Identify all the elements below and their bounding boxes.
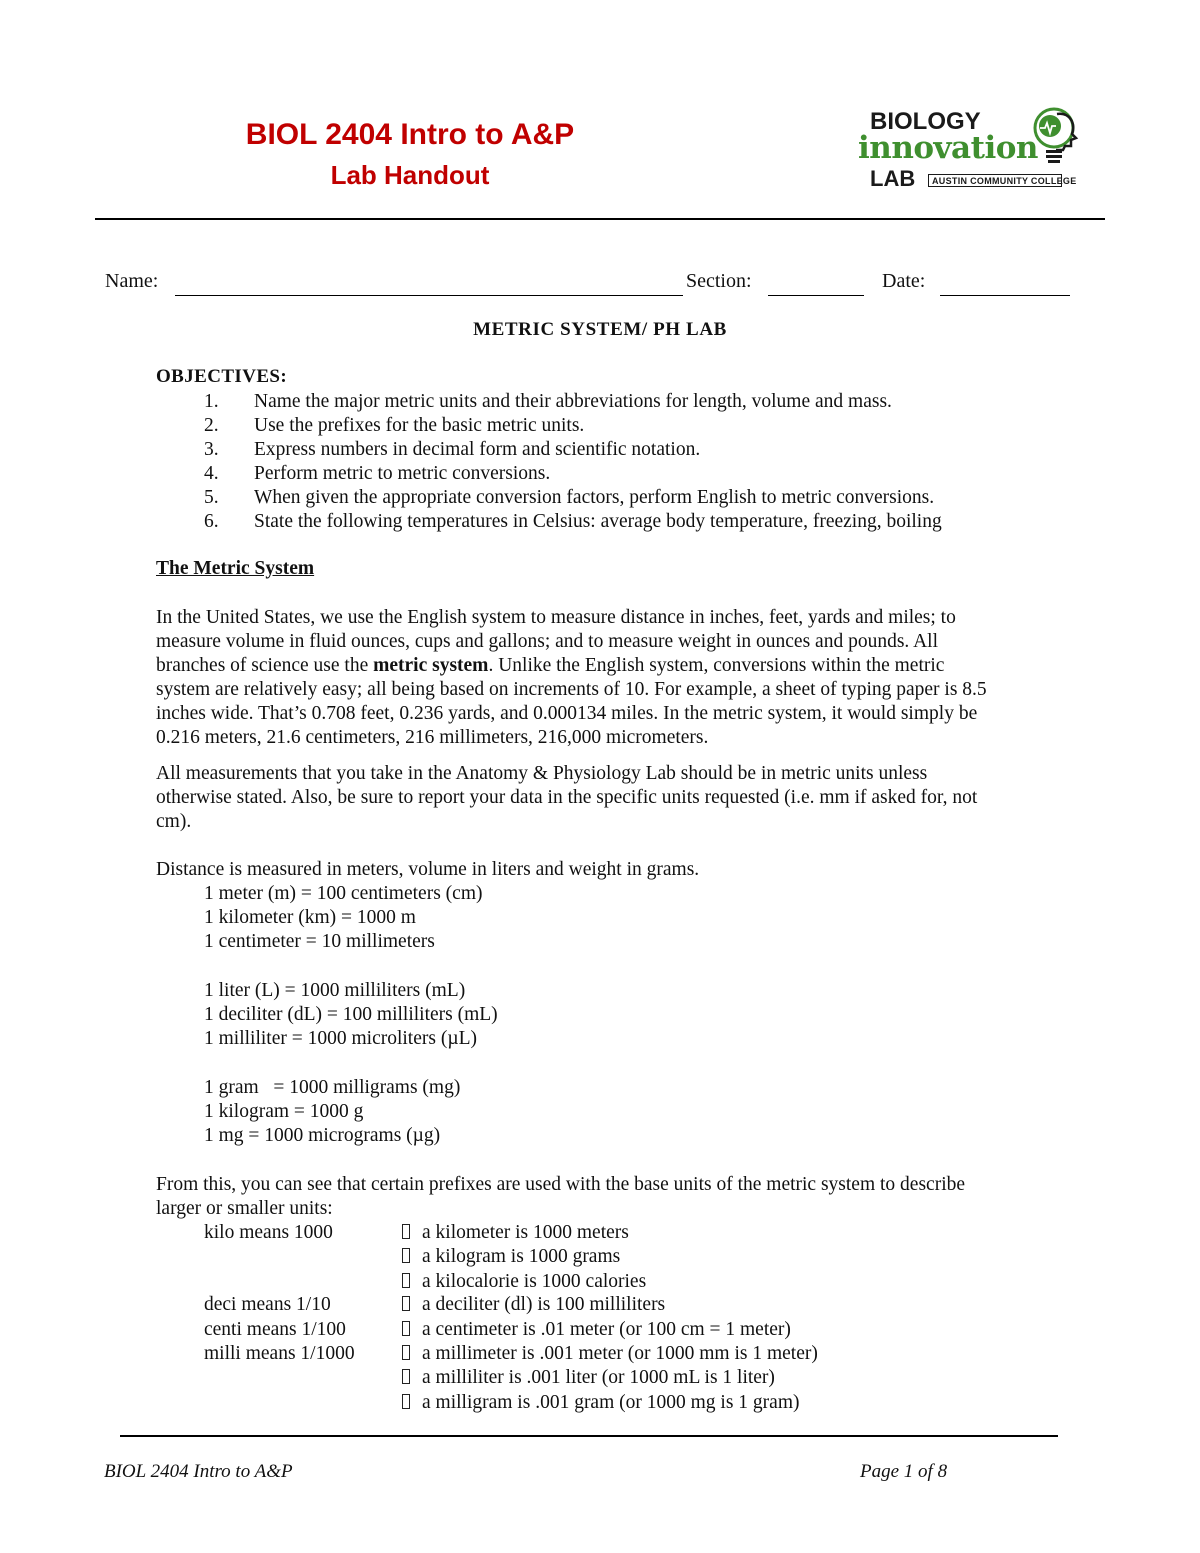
section-heading: The Metric System	[156, 558, 315, 579]
arrow-icon	[402, 1394, 410, 1409]
arrow-icon	[402, 1321, 410, 1336]
footer-course: BIOL 2404 Intro to A&P	[104, 1461, 293, 1482]
date-label: Date:	[882, 270, 926, 292]
list-number: 2.	[204, 415, 219, 436]
list-number: 1.	[204, 391, 219, 412]
list-text: Perform metric to metric conversions.	[254, 463, 551, 484]
prefix-example: a millimeter is .001 meter (or 1000 mm is 1 meter)	[402, 1342, 818, 1366]
paragraph-line: system are relatively easy; all being based on increments of 10. For example, a sheet of typing paper is 8.5	[156, 679, 987, 700]
paragraph-line: measure volume in fluid ounces, cups and gallons; and to measure weight in ounces and pounds. All	[156, 631, 939, 652]
list-number: 4.	[204, 463, 219, 484]
arrow-icon	[402, 1296, 410, 1311]
prefix-label: kilo means 1000	[204, 1222, 333, 1243]
prefix-intro	[156, 1173, 1096, 1221]
paragraph-line: From this, you can see that certain prefixes are used with the base units of the metric system to describe	[156, 1174, 966, 1195]
prefix-example: a milligram is .001 gram (or 1000 mg is 1 gram)	[402, 1391, 799, 1415]
section-label: Section:	[686, 270, 752, 292]
intro-paragraph	[156, 606, 1096, 750]
logo-text-innovation: innovation	[858, 130, 1038, 166]
lab-title: METRIC SYSTEM/ PH LAB	[473, 319, 727, 340]
prefix-label: deci means 1/10	[204, 1294, 331, 1315]
handout-subtitle: Lab Handout	[330, 160, 490, 190]
volume-unit: 1 liter (L) = 1000 milliliters (mL)	[204, 980, 466, 1001]
list-text: State the following temperatures in Celsius: average body temperature, freezing, boiling	[254, 511, 942, 532]
prefix-example: a centimeter is .01 meter (or 100 cm = 1 meter)	[402, 1318, 791, 1342]
page-number: Page 1 of 8	[860, 1461, 948, 1482]
measurement-paragraph	[156, 762, 1096, 834]
mass-unit: 1 gram = 1000 milligrams (mg)	[204, 1077, 461, 1098]
paragraph-line: 0.216 meters, 21.6 centimeters, 216 millimeters, 216,000 micrometers.	[156, 727, 709, 748]
name-field[interactable]	[175, 273, 683, 296]
length-unit: 1 meter (m) = 100 centimeters (cm)	[204, 883, 483, 904]
objectives-heading: OBJECTIVES:	[156, 366, 288, 387]
list-number: 6.	[204, 511, 219, 532]
prefix-example: a kilocalorie is 1000 calories	[402, 1270, 646, 1294]
section-field[interactable]	[768, 273, 864, 296]
list-text: Name the major metric units and their abbreviations for length, volume and mass.	[254, 391, 892, 412]
arrow-icon	[402, 1369, 410, 1384]
mass-unit: 1 mg = 1000 micrograms (µg)	[204, 1125, 441, 1146]
volume-unit: 1 milliliter = 1000 microliters (µL)	[204, 1028, 477, 1049]
paragraph-line: All measurements that you take in the Anatomy & Physiology Lab should be in metric units unless	[156, 763, 928, 784]
logo-text-biology: BIOLOGY	[870, 108, 981, 135]
lightbulb-head-icon	[1030, 106, 1082, 168]
paragraph-line: cm).	[156, 811, 192, 832]
paragraph-line: larger or smaller units:	[156, 1198, 333, 1219]
prefix-label: centi means 1/100	[204, 1319, 346, 1340]
prefix-example: a milliliter is .001 liter (or 1000 mL is 1 liter)	[402, 1366, 775, 1390]
list-text: Express numbers in decimal form and scientific notation.	[254, 439, 701, 460]
volume-unit: 1 deciliter (dL) = 100 milliliters (mL)	[204, 1004, 498, 1025]
arrow-icon	[402, 1345, 410, 1360]
length-unit: 1 centimeter = 10 millimeters	[204, 931, 435, 952]
mass-unit: 1 kilogram = 1000 g	[204, 1101, 364, 1122]
arrow-icon	[402, 1273, 410, 1288]
course-title: BIOL 2404 Intro to A&P	[245, 118, 575, 151]
footer-divider	[120, 1435, 1058, 1437]
logo-text-lab: LAB	[870, 166, 916, 191]
arrow-icon	[402, 1248, 410, 1263]
header-divider	[95, 218, 1105, 220]
paragraph-line: branches of science use the metric system. Unlike the English system, conversions within the metric	[156, 655, 945, 676]
list-text: Use the prefixes for the basic metric units.	[254, 415, 585, 436]
paragraph-line: otherwise stated. Also, be sure to report your data in the specific units requested (i.e. mm if asked for, not	[156, 787, 978, 808]
prefix-example: a kilometer is 1000 meters	[402, 1221, 629, 1245]
prefix-label: milli means 1/1000	[204, 1343, 355, 1364]
name-label: Name:	[105, 270, 159, 292]
arrow-icon	[402, 1224, 410, 1239]
metric-system-term: metric system	[373, 655, 489, 676]
prefix-example: a kilogram is 1000 grams	[402, 1245, 620, 1269]
prefix-example: a deciliter (dl) is 100 milliliters	[402, 1293, 665, 1317]
list-number: 5.	[204, 487, 219, 508]
list-text: When given the appropriate conversion factors, perform English to metric conversions.	[254, 487, 935, 508]
logo-tagline: AUSTIN COMMUNITY COLLEGE	[928, 174, 1062, 187]
date-field[interactable]	[940, 273, 1070, 296]
units-intro: Distance is measured in meters, volume in liters and weight in grams.	[156, 859, 700, 880]
length-unit: 1 kilometer (km) = 1000 m	[204, 907, 416, 928]
paragraph-line: inches wide. That’s 0.708 feet, 0.236 yards, and 0.000134 miles. In the metric system, it would simply be	[156, 703, 978, 724]
list-number: 3.	[204, 439, 219, 460]
paragraph-line: In the United States, we use the English system to measure distance in inches, feet, yards and miles; to	[156, 607, 956, 628]
